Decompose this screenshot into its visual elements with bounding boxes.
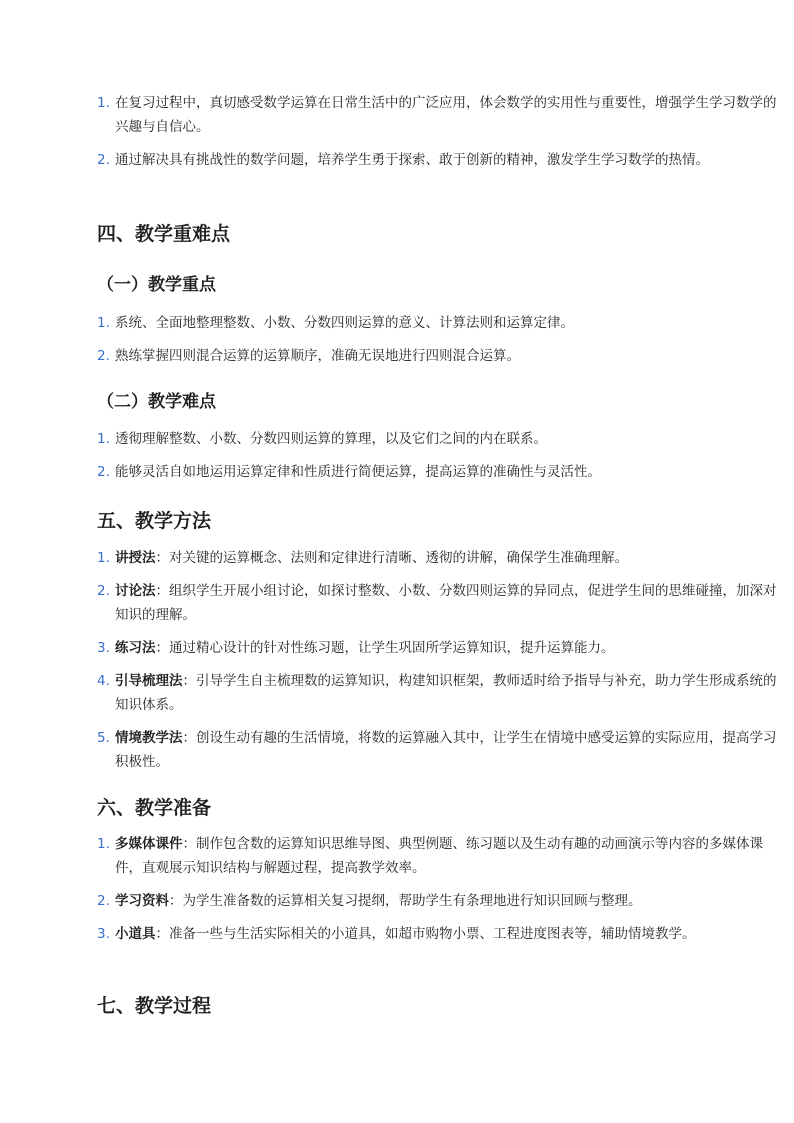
list-item [97,91,787,139]
list-text: 熟练掌握四则混合运算的运算顺序，准确无误地进行四则混合运算。 [115,348,520,364]
list-text: ：为学生准备数的运算相关复习提纲，帮助学生有条理地进行知识回顾与整理。 [169,893,642,909]
section-heading-5: 五、教学方法 [97,510,212,532]
list-item [97,726,787,774]
list-number: 1. [97,431,110,447]
list-number: 1. [97,550,110,566]
list-text: 在复习过程中，真切感受数学运算在日常生活中的广泛应用，体会数学的实用性与重要性，增强学生学习数学的兴趣与自信心。 [115,95,777,135]
section-heading-4: 四、教学重难点 [97,223,231,245]
list-item [97,922,787,946]
list-item [97,889,787,913]
list-item [97,546,787,570]
list-number: 3. [97,640,110,656]
list-item [97,636,787,660]
difficulties-list [97,427,787,484]
list-item [97,832,787,880]
list-item [97,344,787,368]
list-number: 3. [97,926,110,942]
list-text: ：对关键的运算概念、法则和定律进行清晰、透彻的讲解，确保学生准确理解。 [155,550,628,566]
subsection-heading-difficulties: （二）教学难点 [97,392,216,412]
list-text: 能够灵活自如地运用运算定律和性质进行简便运算，提高运算的准确性与灵活性。 [115,464,601,480]
item-label: 学习资料 [115,893,169,909]
list-text: ：引导学生自主梳理数的运算知识，构建知识框架，教师适时给予指导与补充，助力学生形成系统的知识体系。 [115,673,777,713]
item-label: 练习法 [115,640,156,656]
list-text: ：制作包含数的运算知识思维导图、典型例题、练习题以及生动有趣的动画演示等内容的多媒体课件，直观展示知识结构与解题过程，提高教学效率。 [115,836,763,876]
list-number: 2. [97,583,110,599]
list-text: 通过解决具有挑战性的数学问题，培养学生勇于探索、敢于创新的精神，激发学生学习数学的热情。 [115,152,709,168]
list-item [97,669,787,717]
list-item [97,311,787,335]
list-number: 2. [97,152,110,168]
item-label: 情境教学法 [115,730,183,746]
list-text: 系统、全面地整理整数、小数、分数四则运算的意义、计算法则和运算定律。 [115,315,574,331]
item-label: 讲授法 [115,550,156,566]
list-number: 2. [97,348,110,364]
list-text: ：组织学生开展小组讨论，如探讨整数、小数、分数四则运算的异同点，促进学生间的思维碰撞，加深对知识的理解。 [115,583,777,623]
subsection-heading-key-points: （一）教学重点 [97,275,216,295]
key-points-list [97,311,787,368]
section-heading-7: 七、教学过程 [97,995,212,1017]
list-number: 1. [97,315,110,331]
list-text: ：准备一些与生活实际相关的小道具，如超市购物小票、工程进度图表等，辅助情境教学。 [155,926,696,942]
list-number: 2. [97,893,110,909]
list-item [97,460,787,484]
list-item [97,579,787,627]
item-label: 引导梳理法 [115,673,183,689]
list-item [97,427,787,451]
list-item [97,148,787,172]
list-number: 1. [97,836,110,852]
methods-list [97,546,787,774]
list-number: 2. [97,464,110,480]
list-number: 4. [97,673,110,689]
item-label: 小道具 [115,926,156,942]
section-heading-6: 六、教学准备 [97,797,212,819]
item-label: 讨论法 [115,583,156,599]
list-text: 透彻理解整数、小数、分数四则运算的算理，以及它们之间的内在联系。 [115,431,547,447]
list-number: 1. [97,95,110,111]
goals-list [97,91,787,172]
list-text: ：创设生动有趣的生活情境，将数的运算融入其中，让学生在情境中感受运算的实际应用，提高学习积极性。 [115,730,777,770]
list-text: ：通过精心设计的针对性练习题，让学生巩固所学运算知识，提升运算能力。 [155,640,615,656]
list-number: 5. [97,730,110,746]
item-label: 多媒体课件 [115,836,183,852]
preparation-list [97,832,787,946]
